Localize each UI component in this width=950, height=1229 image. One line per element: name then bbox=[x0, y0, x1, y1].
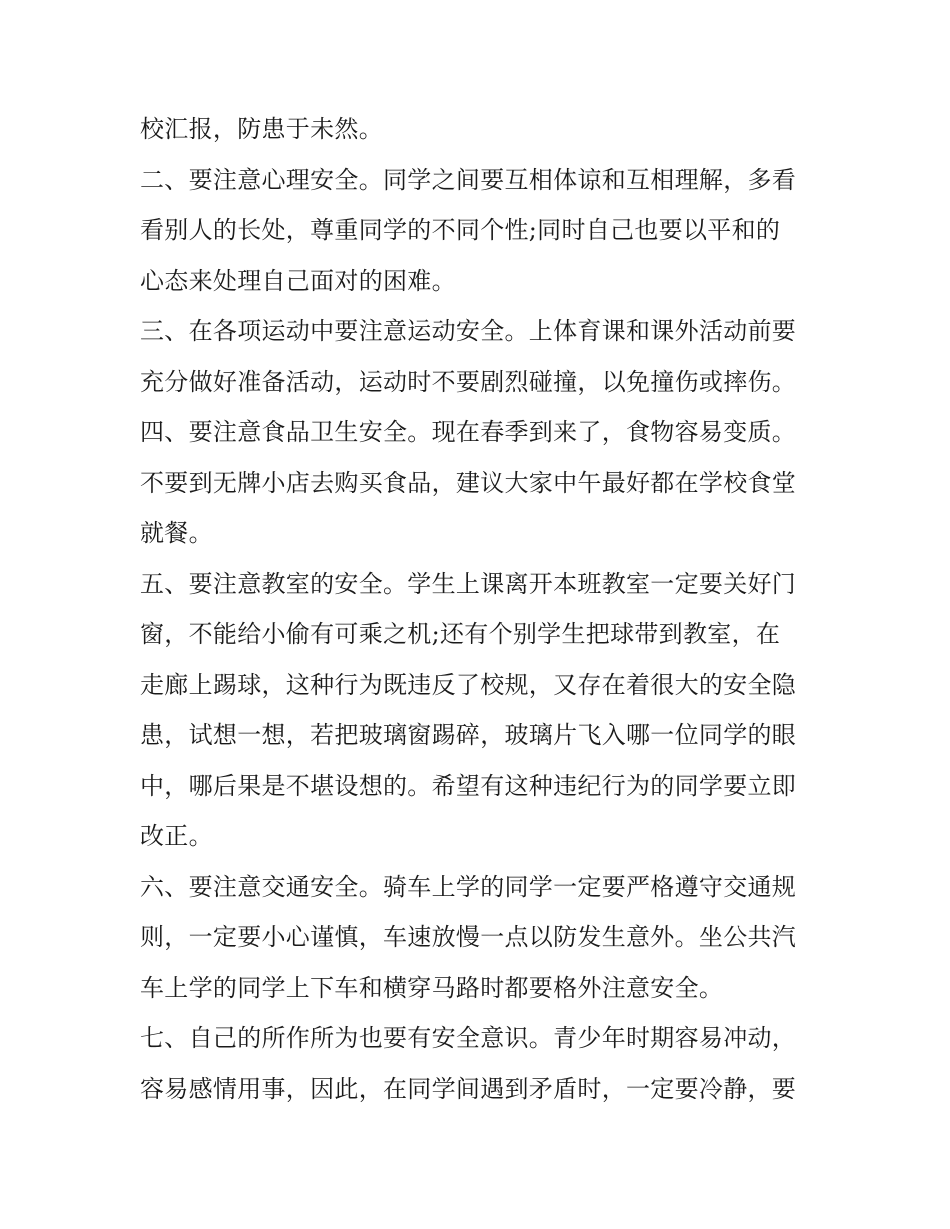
text-line: 七、自己的所作所为也要有安全意识。青少年时期容易冲动， bbox=[140, 1024, 797, 1052]
text-line: 则，一定要小心谨慎，车速放慢一点以防发生意外。坐公共汽 bbox=[140, 923, 797, 951]
text-line: 就餐。 bbox=[140, 519, 213, 547]
text-line: 中，哪后果是不堪设想的。希望有这种违纪行为的同学要立即 bbox=[140, 771, 797, 800]
text-line: 患，试想一想，若把玻璃窗踢碎，玻璃片飞入哪一位同学的眼 bbox=[140, 721, 797, 749]
text-line: 车上学的同学上下车和横穿马路时都要格外注意安全。 bbox=[140, 973, 724, 1002]
text-line: 校汇报，防患于未然。 bbox=[140, 115, 383, 143]
text-line: 看别人的长处，尊重同学的不同个性;同时自己也要以平和的 bbox=[140, 216, 781, 244]
text-line: 走廊上踢球，这种行为既违反了校规，又存在着很大的安全隐 bbox=[140, 670, 797, 699]
text-line: 容易感情用事，因此，在同学间遇到矛盾时，一定要冷静，要 bbox=[140, 1074, 797, 1103]
text-line: 改正。 bbox=[140, 822, 213, 850]
text-line: 窗，不能给小偷有可乘之机;还有个别学生把球带到教室，在 bbox=[140, 620, 781, 648]
text-line: 二、要注意心理安全。同学之间要互相体谅和互相理解，多看 bbox=[140, 165, 797, 194]
text-line: 心态来处理自己面对的困难。 bbox=[140, 266, 456, 295]
text-line: 三、在各项运动中要注意运动安全。上体育课和课外活动前要 bbox=[140, 317, 797, 345]
text-line: 六、要注意交通安全。骑车上学的同学一定要严格遵守交通规 bbox=[140, 872, 797, 901]
text-line: 不要到无牌小店去购买食品，建议大家中午最好都在学校食堂 bbox=[140, 468, 797, 497]
body-text bbox=[140, 104, 820, 1114]
text-line: 充分做好准备活动，运动时不要剧烈碰撞，以免撞伤或摔伤。 bbox=[140, 367, 797, 396]
text-line: 五、要注意教室的安全。学生上课离开本班教室一定要关好门 bbox=[140, 569, 797, 598]
text-line: 四、要注意食品卫生安全。现在春季到来了，食物容易变质。 bbox=[140, 418, 797, 446]
